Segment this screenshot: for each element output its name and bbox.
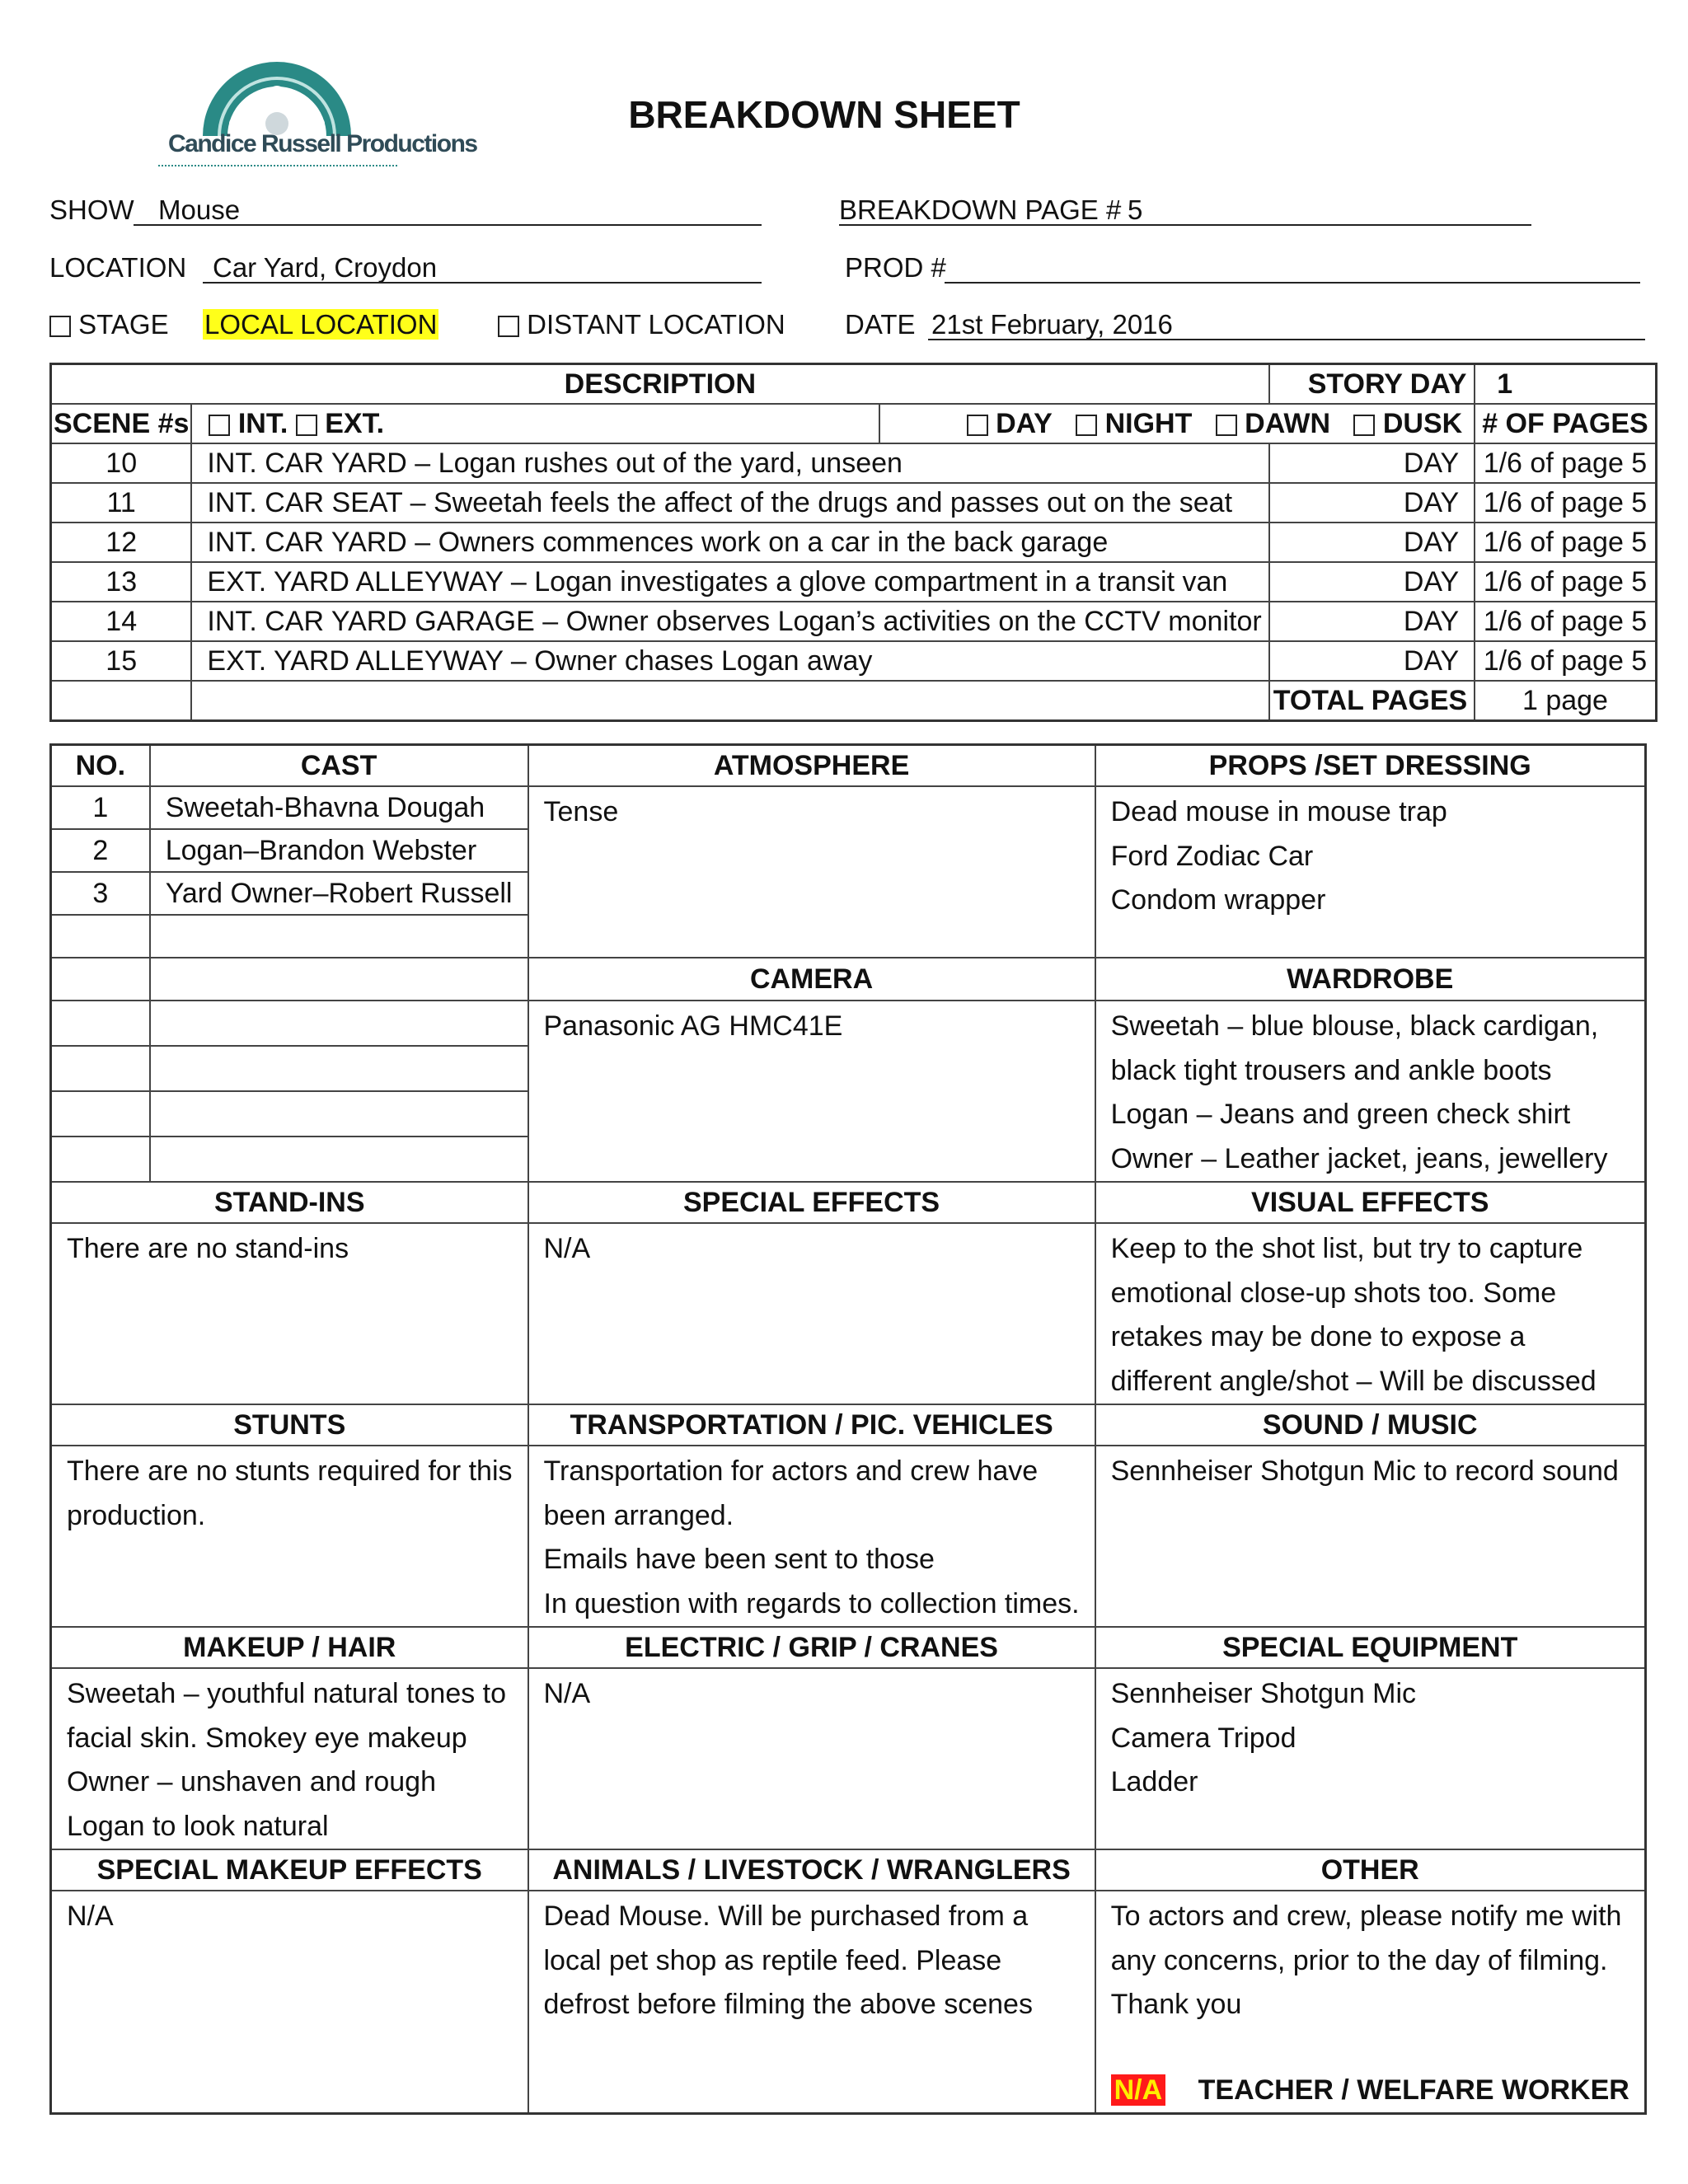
story-day-label: STORY DAY	[1269, 364, 1475, 405]
time-of-day-header: DAY NIGHT DAWN DUSK	[879, 404, 1475, 443]
date-label: DATE	[845, 309, 916, 340]
scene-number: 10	[51, 443, 192, 483]
story-day-value[interactable]: 1	[1475, 364, 1656, 405]
scene-time: DAY	[1269, 602, 1475, 641]
sound-content[interactable]: Sennheiser Shotgun Mic to record sound	[1095, 1446, 1646, 1627]
total-pages-label: TOTAL PAGES	[1269, 681, 1475, 721]
document-title: BREAKDOWN SHEET	[628, 93, 1020, 136]
special-equipment-content[interactable]: Sennheiser Shotgun Mic Camera Tripod Ladder	[1095, 1668, 1646, 1849]
other-header: OTHER	[1095, 1849, 1646, 1891]
scene-pages: 1/6 of page 5	[1475, 523, 1656, 562]
props-header: PROPS /SET DRESSING	[1095, 745, 1646, 787]
camera-content[interactable]: Panasonic AG HMC41E	[528, 1001, 1095, 1182]
standins-header: STAND-INS	[51, 1182, 528, 1223]
vfx-content[interactable]: Keep to the shot list, but try to capture emotional close-up shots too. Some retakes may be done to expose a different angle/shot – Will be discussed	[1095, 1223, 1646, 1404]
breakdown-page-label: BREAKDOWN PAGE #	[839, 194, 1122, 225]
table-row	[51, 523, 1657, 562]
scene-description: EXT. YARD ALLEYWAY – Owner chases Logan away	[191, 641, 1268, 681]
teacher-welfare-label: TEACHER / WELFARE WORKER	[1198, 2074, 1629, 2106]
dawn-checkbox[interactable]	[1216, 415, 1237, 436]
day-checkbox[interactable]	[967, 415, 988, 436]
sound-header: SOUND / MUSIC	[1095, 1404, 1646, 1446]
special-equipment-header: SPECIAL EQUIPMENT	[1095, 1627, 1646, 1668]
electric-header: ELECTRIC / GRIP / CRANES	[528, 1627, 1095, 1668]
scene-number: 12	[51, 523, 192, 562]
props-content[interactable]: Dead mouse in mouse trap Ford Zodiac Car Condom wrapper	[1095, 786, 1646, 958]
no-header: NO.	[51, 745, 150, 787]
scene-time: DAY	[1269, 443, 1475, 483]
wardrobe-header: WARDROBE	[1095, 958, 1646, 1001]
scene-number: 14	[51, 602, 192, 641]
scene-time: DAY	[1269, 641, 1475, 681]
location-label: LOCATION	[49, 252, 187, 283]
scene-pages: 1/6 of page 5	[1475, 483, 1656, 523]
atmosphere-content[interactable]: Tense	[528, 786, 1095, 958]
stunts-content[interactable]: There are no stunts required for this production.	[51, 1446, 528, 1627]
camera-header: CAMERA	[528, 958, 1095, 1001]
scene-number: 15	[51, 641, 192, 681]
teacher-status-badge: N/A	[1111, 2074, 1166, 2106]
cast-number: 3	[51, 872, 150, 915]
teacher-welfare-row	[1111, 2069, 1629, 2113]
stage-option[interactable]: STAGE	[49, 309, 169, 340]
distant-location-option[interactable]: DISTANT LOCATION	[498, 309, 785, 340]
animals-content[interactable]: Dead Mouse. Will be purchased from a local pet shop as reptile feed. Please defrost before filming the above scenes	[528, 1891, 1095, 2114]
ext-checkbox[interactable]	[296, 415, 317, 436]
dusk-checkbox[interactable]	[1353, 415, 1375, 436]
electric-content[interactable]: N/A	[528, 1668, 1095, 1849]
wardrobe-content[interactable]: Sweetah – blue blouse, black cardigan, black tight trousers and ankle boots Logan – Jeans and green check shirt Owner – Leather jacket, jeans, jewellery	[1095, 1001, 1646, 1182]
cast-name[interactable]: Yard Owner–Robert Russell	[150, 872, 528, 915]
show-value[interactable]: Mouse	[158, 194, 241, 225]
prod-label: PROD #	[845, 252, 946, 283]
distant-location-checkbox[interactable]	[498, 316, 519, 337]
breakdown-table	[49, 743, 1647, 2115]
scene-time: DAY	[1269, 523, 1475, 562]
animals-header: ANIMALS / LIVESTOCK / WRANGLERS	[528, 1849, 1095, 1891]
stunts-header: STUNTS	[51, 1404, 528, 1446]
local-location-option[interactable]: LOCAL LOCATION	[204, 309, 438, 340]
int-ext-header: INT. EXT.	[191, 404, 879, 443]
scene-number-header: SCENE #s	[51, 404, 192, 443]
table-row	[51, 602, 1657, 641]
sfx-header: SPECIAL EFFECTS	[528, 1182, 1095, 1223]
int-checkbox[interactable]	[209, 415, 230, 436]
cast-header: CAST	[150, 745, 528, 787]
scene-pages: 1/6 of page 5	[1475, 641, 1656, 681]
scene-time: DAY	[1269, 483, 1475, 523]
breakdown-page-value[interactable]: 5	[1128, 194, 1143, 225]
table-row	[51, 483, 1657, 523]
special-makeup-header: SPECIAL MAKEUP EFFECTS	[51, 1849, 528, 1891]
table-row	[51, 641, 1657, 681]
company-logo: Candice Russell Productions	[153, 49, 401, 173]
scene-description: INT. CAR SEAT – Sweetah feels the affect of the drugs and passes out on the seat	[191, 483, 1268, 523]
scene-pages: 1/6 of page 5	[1475, 602, 1656, 641]
pages-header: # OF PAGES	[1475, 404, 1656, 443]
date-value[interactable]: 21st February, 2016	[931, 309, 1173, 340]
table-row	[51, 443, 1657, 483]
other-content[interactable]: To actors and crew, please notify me with any concerns, prior to the day of filming. Thank you N/A TEACHER / WELFARE WORKER	[1095, 1891, 1646, 2114]
transport-header: TRANSPORTATION / PIC. VEHICLES	[528, 1404, 1095, 1446]
cast-name[interactable]: Sweetah-Bhavna Dougah	[150, 786, 528, 829]
transport-content[interactable]: Transportation for actors and crew have been arranged. Emails have been sent to those In question with regards to collection times.	[528, 1446, 1095, 1627]
vfx-header: VISUAL EFFECTS	[1095, 1182, 1646, 1223]
location-value[interactable]: Car Yard, Croydon	[213, 252, 438, 283]
scene-description: INT. CAR YARD – Owners commences work on a car in the back garage	[191, 523, 1268, 562]
description-header: DESCRIPTION	[51, 364, 1269, 405]
scene-description: EXT. YARD ALLEYWAY – Logan investigates a glove compartment in a transit van	[191, 562, 1268, 602]
cast-number: 1	[51, 786, 150, 829]
total-pages-value: 1 page	[1475, 681, 1656, 721]
scene-number: 13	[51, 562, 192, 602]
scene-number: 11	[51, 483, 192, 523]
atmosphere-header: ATMOSPHERE	[528, 745, 1095, 787]
makeup-content[interactable]: Sweetah – youthful natural tones to facial skin. Smokey eye makeup Owner – unshaven and rough Logan to look natural	[51, 1668, 528, 1849]
scene-pages: 1/6 of page 5	[1475, 562, 1656, 602]
scene-description: INT. CAR YARD GARAGE – Owner observes Logan’s activities on the CCTV monitor	[191, 602, 1268, 641]
special-makeup-content[interactable]: N/A	[51, 1891, 528, 2114]
cast-number: 2	[51, 829, 150, 872]
sfx-content[interactable]: N/A	[528, 1223, 1095, 1404]
night-checkbox[interactable]	[1076, 415, 1097, 436]
scenes-table	[49, 363, 1658, 722]
scene-pages: 1/6 of page 5	[1475, 443, 1656, 483]
scene-description: INT. CAR YARD – Logan rushes out of the yard, unseen	[191, 443, 1268, 483]
standins-content[interactable]: There are no stand-ins	[51, 1223, 528, 1404]
makeup-header: MAKEUP / HAIR	[51, 1627, 528, 1668]
scene-time: DAY	[1269, 562, 1475, 602]
show-label: SHOW	[49, 194, 134, 225]
stage-checkbox[interactable]	[49, 316, 71, 337]
cast-name[interactable]: Logan–Brandon Webster	[150, 829, 528, 872]
table-row	[51, 562, 1657, 602]
